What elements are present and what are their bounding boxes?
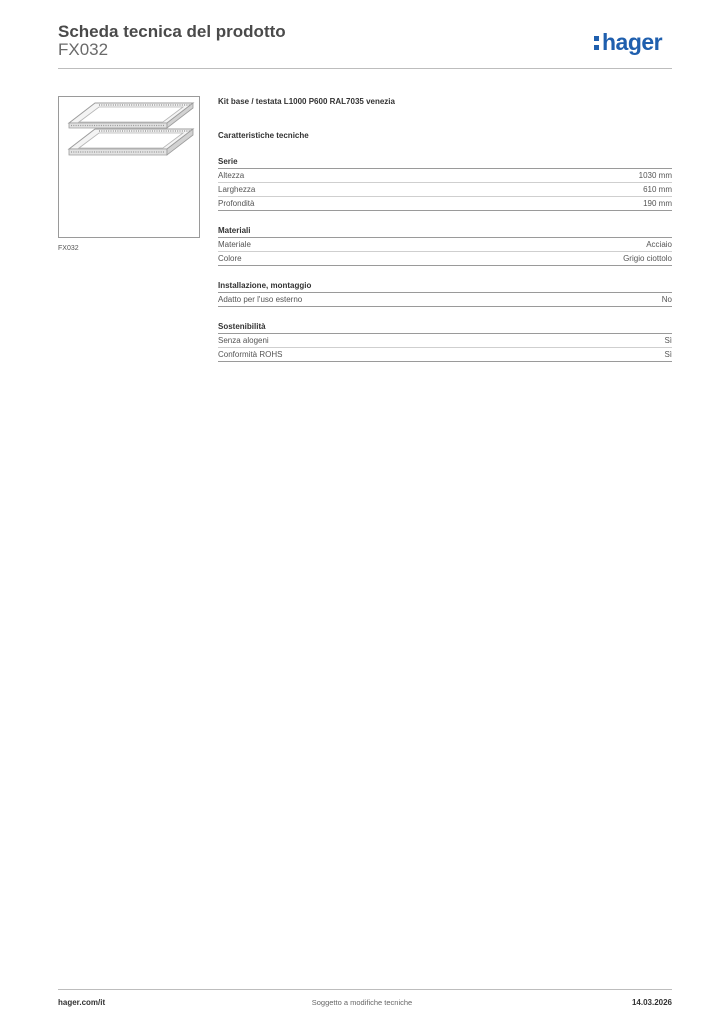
spec-label: Profondità: [218, 199, 255, 208]
spec-value: 1030 mm: [638, 171, 672, 180]
section-installazione: [218, 280, 672, 307]
section-title: Sostenibilità: [218, 321, 672, 334]
spec-value: Sì: [664, 336, 672, 345]
header-divider: [58, 68, 672, 69]
spec-label: Colore: [218, 254, 242, 263]
spec-label: Larghezza: [218, 185, 256, 194]
section-sostenibilita: [218, 321, 672, 362]
spec-value: 190 mm: [643, 199, 672, 208]
product-name: Kit base / testata L1000 P600 RAL7035 venezia: [218, 97, 395, 106]
logo-text: hager: [602, 29, 663, 55]
logo-dots-icon: [594, 36, 600, 50]
spec-label: Senza alogeni: [218, 336, 269, 345]
spec-row: [218, 238, 672, 252]
characteristics-heading: Caratteristiche tecniche: [218, 131, 309, 140]
document-title: Scheda tecnica del prodotto: [58, 22, 286, 41]
section-title: Serie: [218, 156, 672, 169]
spec-row: [218, 293, 672, 307]
section-title: Installazione, montaggio: [218, 280, 672, 293]
spec-value: Sì: [664, 350, 672, 359]
section-materiali: [218, 225, 672, 266]
hager-logo: [594, 29, 662, 56]
footer-website-link[interactable]: hager.com/it: [58, 998, 106, 1007]
product-image: [58, 96, 200, 238]
spec-value: 610 mm: [643, 185, 672, 194]
spec-row: [218, 197, 672, 211]
spec-row: [218, 183, 672, 197]
spec-row: [218, 252, 672, 266]
spec-value: No: [661, 295, 672, 304]
section-serie: [218, 156, 672, 211]
spec-label: Altezza: [218, 171, 245, 180]
footer-date: 14.03.2026: [631, 998, 672, 1007]
product-code: FX032: [58, 40, 109, 59]
spec-value: Grigio ciottolo: [623, 254, 672, 263]
spec-row: [218, 169, 672, 183]
spec-row: [218, 334, 672, 348]
section-title: Materiali: [218, 225, 672, 238]
spec-label: Materiale: [218, 240, 251, 249]
frame-kit-illustration-icon: [59, 97, 199, 237]
spec-row: [218, 348, 672, 362]
spec-label: Adatto per l'uso esterno: [218, 295, 303, 304]
footer-divider: [58, 989, 672, 990]
spec-value: Acciaio: [646, 240, 672, 249]
image-caption: FX032: [58, 245, 79, 252]
spec-content: [218, 96, 672, 362]
spec-label: Conformità ROHS: [218, 350, 283, 359]
footer-note: Soggetto a modifiche tecniche: [311, 998, 413, 1007]
